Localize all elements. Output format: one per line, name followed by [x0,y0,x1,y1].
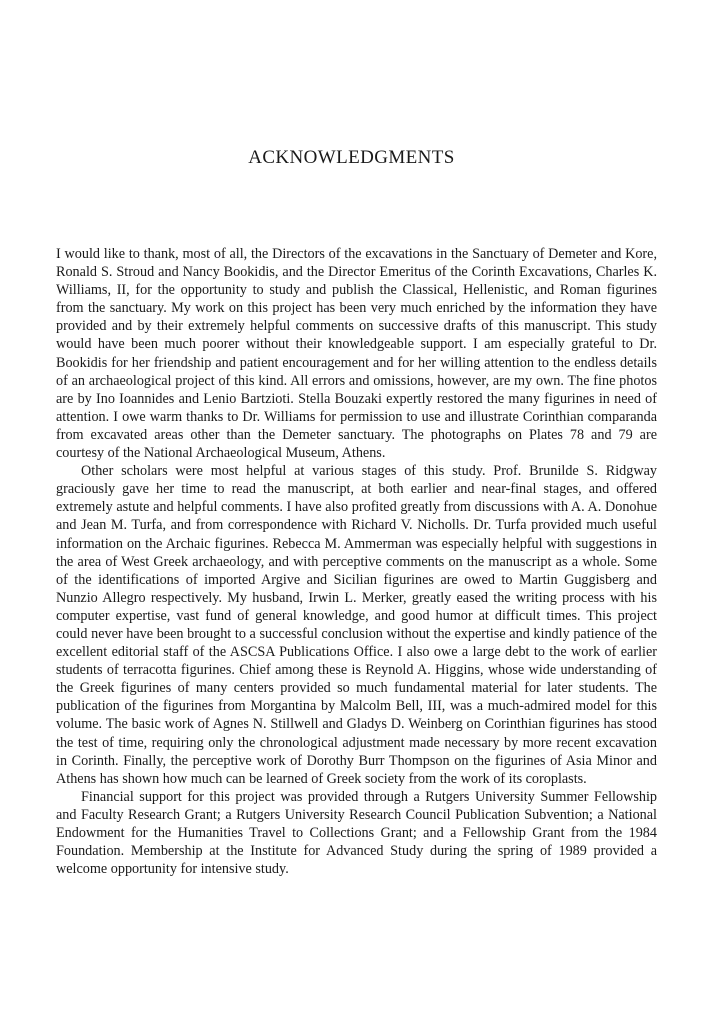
paragraph-2: Other scholars were most helpful at various stages of this study. Prof. Brunilde S. Ridgway graciously gave her time to read the manuscript, at both earlier and near-final stages, and offered extremely astute and helpful comments. I have also profited greatly from discussions with A. A. Donohue and Jean M. Turfa, and from correspondence with Richard V. Nicholls. Dr. Turfa provided much useful information on the Archaic figurines. Rebecca M. Ammerman was especially helpful with suggestions in the area of West Greek archaeology, and with perceptive comments on the manuscript as a whole. Some of the identifications of imported Argive and Sicilian figurines are owed to Martin Guggisberg and Nunzio Allegro respectively. My husband, Irwin L. Merker, greatly eased the writing process with his computer expertise, vast fund of general knowledge, and good humor at difficult times. This project could never have been brought to a successful conclusion without the expertise and kindly patience of the excellent editorial staff of the ASCSA Publications Office. I also owe a large debt to the work of earlier students of terracotta figurines. Chief among these is Reynold A. Higgins, whose wide understanding of the Greek figurines of many centers provided so much fundamental material for later students. The publication of the figurines from Morgantina by Malcolm Bell, III, was a much-admired model for this volume. The basic work of Agnes N. Stillwell and Gladys D. Weinberg on Corinthian figurines has stood the test of time, requiring only the chronological adjustment made necessary by more recent excavation in Corinth. Finally, the perceptive work of Dorothy Burr Thompson on the figurines of Asia Minor and Athens has shown how much can be learned of Greek society from the work of its coroplasts. [56,463,657,787]
page-title: ACKNOWLEDGMENTS [248,147,455,168]
acknowledgments-body [56,245,657,878]
paragraph-3: Financial support for this project was provided through a Rutgers University Summer Fellowship and Faculty Research Grant; a Rutgers University Research Council Publication Subvention; a National Endowment for the Humanities Travel to Collections Grant; and a Fellowship Grant from the 1984 Foundation. Membership at the Institute for Advanced Study during the spring of 1989 provided a welcome opportunity for intensive study. [56,788,657,878]
paragraph-1: I would like to thank, most of all, the Directors of the excavations in the Sanctuary of Demeter and Kore, Ronald S. Stroud and Nancy Bookidis, and the Director Emeritus of the Corinth Excavations, Charles K. Williams, II, for the opportunity to study and publish the Classical, Hellenistic, and Roman figurines from the sanctuary. My work on this project has been very much enriched by the information they have provided and by their extremely helpful comments on successive drafts of this manuscript. This study would have been much poorer without their knowledgeable support. I am especially grateful to Dr. Bookidis for her friendship and patient encouragement and for her willing attention to the endless details of an archaeological project of this kind. All errors and omissions, however, are my own. The fine photos are by Ino Ioannides and Lenio Bartzioti. Stella Bouzaki expertly restored the many figurines in need of attention. I owe warm thanks to Dr. Williams for permission to use and illustrate Corinthian comparanda from excavated areas other than the Demeter sanctuary. The photographs on Plates 78 and 79 are courtesy of the National Archaeological Museum, Athens. [56,246,657,462]
